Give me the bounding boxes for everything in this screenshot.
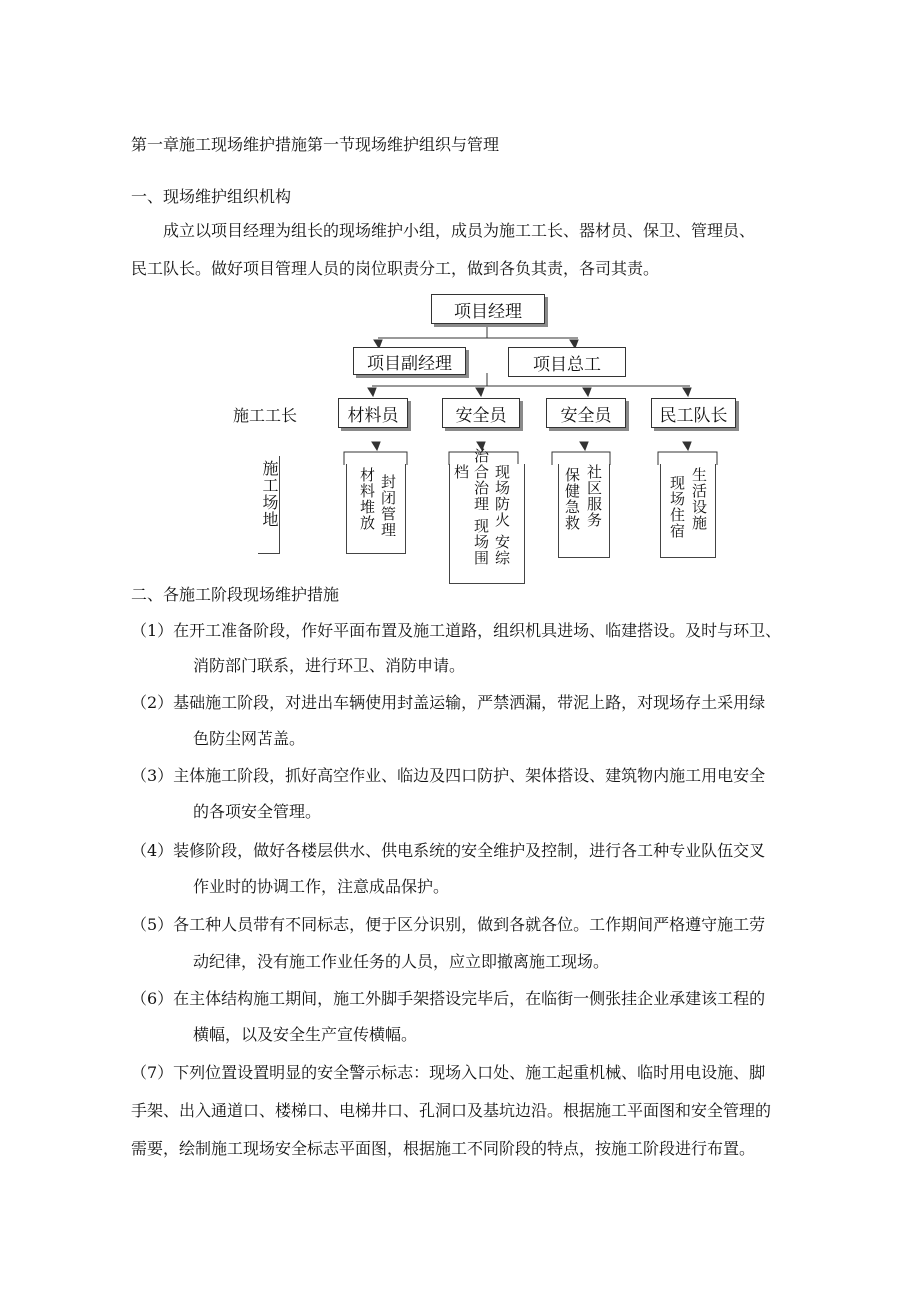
item3-line1: （3）主体施工阶段，抓好高空作业、临边及四口防护、架体搭设、建筑物内施工用电安全 [131, 766, 766, 785]
site-label: 施工场地 [260, 460, 279, 528]
material-duty-storage: 材料堆放 [358, 467, 376, 531]
arrow-labor-duties [683, 442, 691, 450]
item6-line2: 横幅，以及安全生产宣传横幅。 [193, 1025, 418, 1044]
page-title: 第一章施工现场维护措施第一节现场维护组织与管理 [131, 135, 500, 154]
org-node-deputy-pm: 项目副经理 [353, 347, 466, 375]
item3-line2: 的各项安全管理。 [193, 802, 322, 821]
org-node-foreman: 施工工长 [233, 406, 298, 425]
item1-line2: 消防部门联系，进行环卫、消防申请。 [193, 656, 466, 675]
org-node-project-manager: 项目经理 [431, 294, 545, 324]
item4-line2: 作业时的协调工作，注意成品保护。 [193, 877, 450, 896]
item2-line2: 色防尘网苫盖。 [193, 729, 306, 748]
section2-heading: 二、各施工阶段现场维护措施 [131, 585, 340, 604]
material-duties-box [346, 464, 406, 554]
arrow-labor [683, 388, 691, 396]
safety1-duty-3: 档 [452, 464, 470, 480]
item7-line3: 需要，绘制施工现场安全标志平面图，根据施工不同阶段的特点，按施工阶段进行布置。 [131, 1139, 756, 1158]
org-node-chief-engineer: 项目总工 [508, 347, 626, 377]
arrow-material [368, 388, 376, 396]
item2-line1: （2）基础施工阶段，对进出车辆使用封盖运输，严禁洒漏，带泥上路，对现场存土采用绿 [131, 693, 766, 712]
org-node-labor-leader: 民工队长 [651, 398, 736, 428]
section1-heading: 一、现场维护组织机构 [131, 187, 292, 206]
arrow-material-duties [372, 442, 380, 450]
safety1-duty-2: 治合治理 现场围 [472, 448, 490, 566]
org-node-material-officer: 材料员 [338, 398, 408, 428]
section1-paragraph-line1: 成立以项目经理为组长的现场维护小组，成员为施工工长、器材员、保卫、管理员、 [163, 221, 756, 240]
item4-line1: （4）装修阶段，做好各楼层供水、供电系统的安全维护及控制，进行各工种专业队伍交叉 [131, 841, 766, 860]
section1-paragraph-line2: 民工队长。做好项目管理人员的岗位职责分工，做到各负其责，各司其责。 [131, 259, 660, 278]
item7-line2: 手架、出入通道口、楼梯口、电梯井口、孔洞口及基坑边沿。根据施工平面图和安全管理的 [131, 1101, 772, 1120]
org-node-safety-officer-2: 安全员 [546, 398, 626, 428]
item1-line1: （1）在开工准备阶段，作好平面布置及施工道路，组织机具进场、临建搭设。及时与环卫、 [131, 621, 782, 640]
item7-line1: （7）下列位置设置明显的安全警示标志：现场入口处、施工起重机械、临时用电设施、脚 [131, 1063, 766, 1082]
labor-duty-housing: 现场住宿 [668, 475, 686, 539]
arrow-safety2 [583, 388, 591, 396]
safety2-duty-community: 社区服务 [585, 464, 603, 528]
arrow-safety2-duties [580, 442, 588, 450]
material-duty-closed: 封闭管理 [379, 474, 397, 538]
item6-line1: （6）在主体结构施工期间，施工外脚手架搭设完毕后，在临街一侧张挂企业承建该工程的 [131, 989, 766, 1008]
org-node-safety-officer-1: 安全员 [442, 398, 520, 428]
safety1-duty-1: 现场防火 安综 [493, 464, 511, 566]
labor-duty-facilities: 生活设施 [690, 467, 708, 531]
safety2-duty-firstaid: 保健急救 [563, 467, 581, 531]
item5-line2: 动纪律，没有施工作业任务的人员，应立即撤离施工现场。 [193, 952, 610, 971]
item5-line1: （5）各工种人员带有不同标志，便于区分识别，做到各就各位。工作期间严格遵守施工劳 [131, 915, 766, 934]
arrow-safety1 [476, 388, 484, 396]
